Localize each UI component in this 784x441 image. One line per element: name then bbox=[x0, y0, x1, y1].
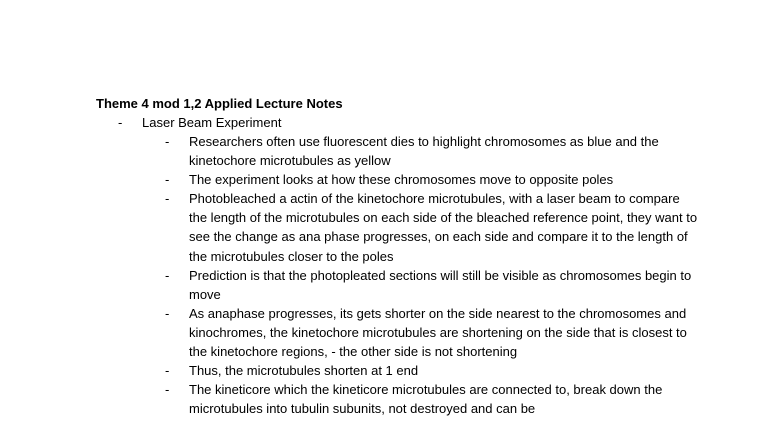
list-item-text: Thus, the microtubules shorten at 1 end bbox=[189, 363, 419, 379]
bullet-dash: - bbox=[165, 172, 170, 188]
bullet-dash: - bbox=[165, 191, 170, 207]
bullet-dash: - bbox=[165, 305, 170, 321]
document-title: Theme 4 mod 1,2 Applied Lecture Notes bbox=[96, 96, 343, 111]
list-item-text: Researchers often use fluorescent dies to highlight chromosomes as blue and the kinetochore microtubules as yellow bbox=[189, 134, 659, 169]
section-bullet-list bbox=[165, 132, 725, 418]
list-item bbox=[165, 170, 699, 189]
list-item-text: The experiment looks at how these chromosomes move to opposite poles bbox=[189, 172, 614, 188]
list-item bbox=[165, 380, 699, 418]
bullet-dash: - bbox=[165, 382, 170, 398]
list-item bbox=[165, 266, 699, 304]
bullet-dash: - bbox=[165, 267, 170, 283]
list-item bbox=[165, 132, 699, 170]
list-item bbox=[165, 304, 699, 361]
bullet-dash: - bbox=[165, 134, 170, 149]
list-item bbox=[165, 361, 699, 380]
bullet-dash: - bbox=[118, 115, 123, 130]
list-item-text: As anaphase progresses, its gets shorter on the side nearest to the chromosomes and kinochromes, the kinetochore microtubules are shortening on the side that is closest to the kinetochore regions, - the other side is not shortening bbox=[189, 305, 687, 360]
list-item bbox=[165, 189, 699, 265]
list-item-text: Photobleached a actin of the kinetochore microtubules, with a laser beam to compare the length of the microtubules on each side of the bleached reference point, they want to see the change as ana phase progresses, on each side and compare it to the length of the microtubules closer to the poles bbox=[189, 191, 698, 264]
list-item-text: Prediction is that the photopleated sections will still be visible as chromosomes begin to move bbox=[189, 267, 692, 302]
bullet-dash: - bbox=[165, 363, 170, 379]
section-heading-label: Laser Beam Experiment bbox=[142, 115, 282, 130]
list-item-text: The kineticore which the kineticore microtubules are connected to, break down the microtubules into tubulin subunits, not destroyed and can be bbox=[189, 382, 663, 417]
